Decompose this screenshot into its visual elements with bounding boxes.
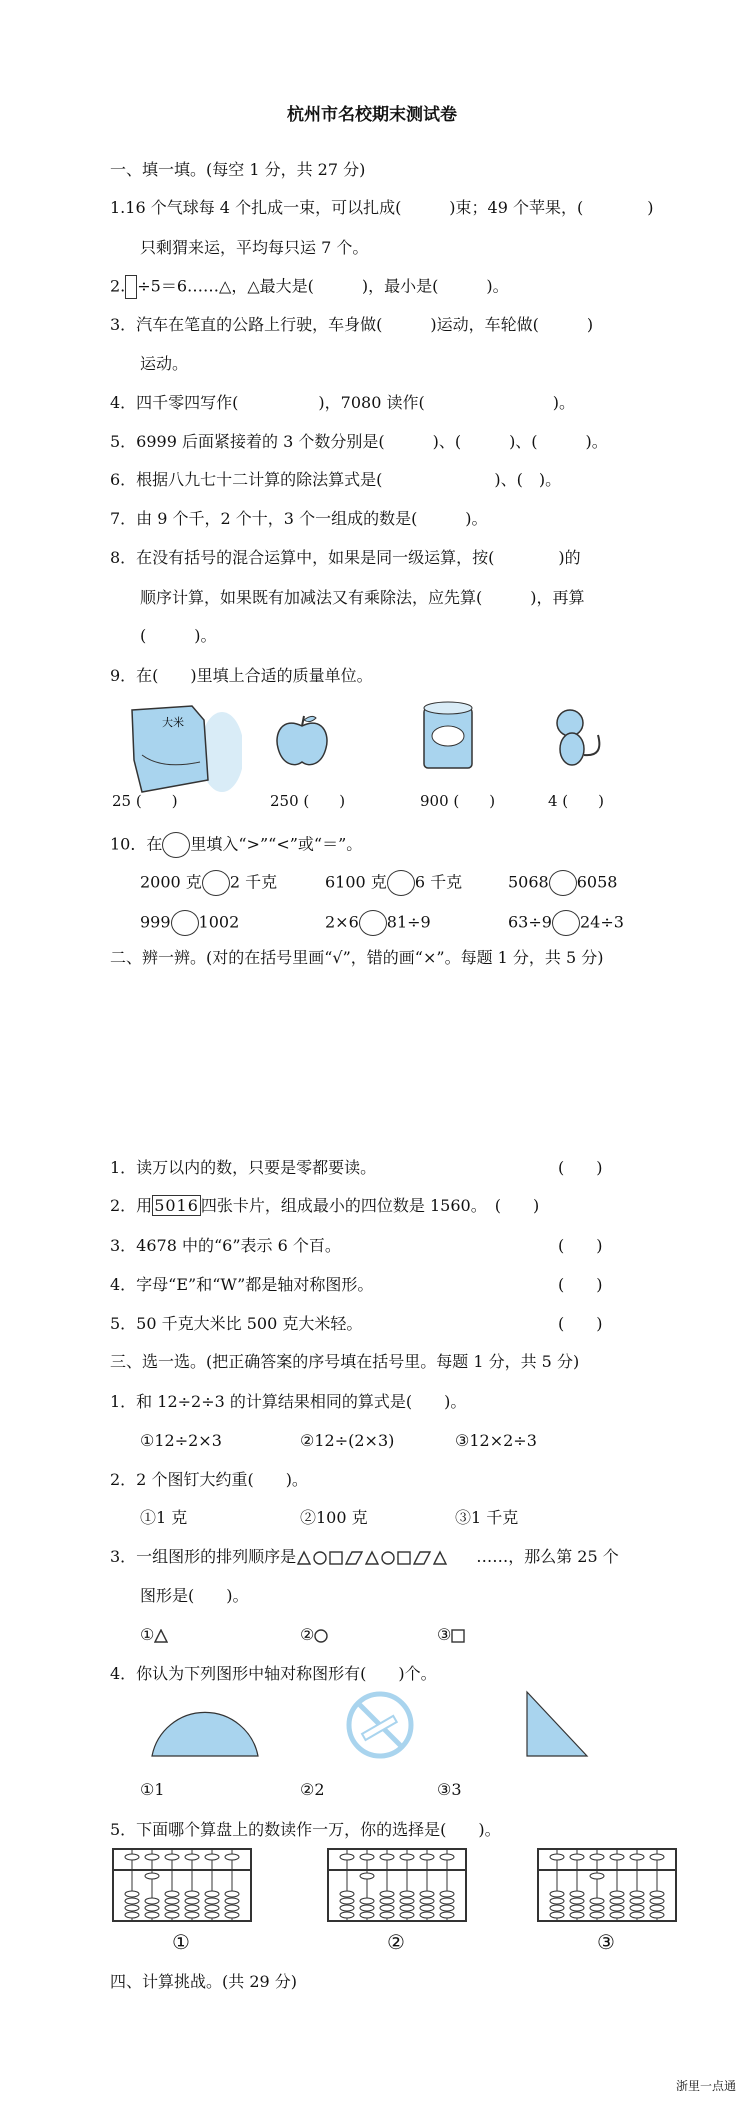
- s3-q1-opt2: ②12÷(2×3): [300, 1431, 395, 1450]
- s3-q3-line1: 3．一组图形的排列顺序是 ……，那么第 25 个: [110, 1547, 619, 1566]
- s3-q2: 2．2 个图钉大约重( )。: [110, 1470, 308, 1489]
- triangle-icon: [154, 1629, 168, 1643]
- no-smoking-icon: [345, 1690, 415, 1760]
- s3-q5: 5．下面哪个算盘上的数读作一万，你的选择是( )。: [110, 1820, 501, 1839]
- s3-q4-opt1: ①1: [140, 1780, 165, 1799]
- q9-label-monkey: 4 ( ): [548, 792, 605, 810]
- s2-paren1: ( ): [558, 1158, 603, 1177]
- q3-line1: 3．汽车在笔直的公路上行驶，车身做( )运动，车轮做( ): [110, 315, 594, 334]
- monkey-icon: [548, 705, 608, 773]
- milk-powder-can-icon: [420, 700, 476, 772]
- section3-heading: 三、选一选。(把正确答案的序号填在括号里。每题 1 分，共 5 分): [110, 1352, 580, 1371]
- q10-number: 10．在: [110, 834, 163, 854]
- s3-q4: 4．你认为下列图形中轴对称图形有( )个。: [110, 1664, 437, 1683]
- s2-paren4: ( ): [558, 1275, 603, 1294]
- section1-heading: 一、填一填。(每空 1 分，共 27 分): [110, 160, 366, 179]
- compare-oval: [162, 832, 190, 858]
- q1-line1: 1.16 个气球每 4 个扎成一束，可以扎成( )束；49 个苹果，( ): [110, 198, 654, 217]
- q7: 7．由 9 个千，2 个十，3 个一组成的数是( )。: [110, 509, 488, 528]
- abacus-1-icon: [112, 1848, 252, 1922]
- s3-q2-opt2: ②100 克: [300, 1508, 368, 1527]
- q10-text: 里填入“>”“<”或“＝”。: [190, 834, 363, 854]
- s2-item4: 4．字母“E”和“W”都是轴对称图形。: [110, 1275, 374, 1294]
- s3-q3-opt1: ①: [140, 1625, 168, 1645]
- s2-item2: 2．用 5016 四张卡片，组成最小的四位数是 1560。 ( ): [110, 1196, 540, 1215]
- q3-line2: 运动。: [140, 354, 189, 373]
- s2-paren5: ( ): [558, 1314, 603, 1333]
- apple-icon: [272, 712, 332, 772]
- s3-q5-opt3: ③: [597, 1930, 615, 1954]
- s2-item5: 5．50 千克大米比 500 克大米轻。: [110, 1314, 363, 1333]
- q2-line: [110, 275, 509, 299]
- page-title: 杭州市名校期末测试卷: [287, 105, 457, 125]
- q10-row2-a: 999 1002: [140, 910, 239, 936]
- square-icon: [451, 1629, 465, 1643]
- q10-row2-b: 2×6 81÷9: [325, 910, 431, 936]
- q2-text: ÷5＝6……△，△最大是( )，最小是( )。: [137, 276, 509, 296]
- q9-label-can: 900 ( ): [420, 792, 496, 810]
- rice-label: 大米: [162, 716, 184, 729]
- right-triangle-icon: [525, 1690, 595, 1760]
- q10-row2-c: 63÷9 24÷3: [508, 910, 624, 936]
- s3-q2-opt1: ①1 克: [140, 1508, 188, 1527]
- q10-row1-b: 6100 克 6 千克: [325, 870, 462, 896]
- abacus-2-icon: [327, 1848, 467, 1922]
- q9-label-rice: 25 ( ): [112, 792, 178, 810]
- s3-q2-opt3: ③1 千克: [455, 1508, 519, 1527]
- q5: 5．6999 后面紧接着的 3 个数分别是( )、( )、( )。: [110, 432, 608, 451]
- q8-line2: 顺序计算，如果既有加减法又有乘除法，应先算( )，再算: [140, 588, 585, 607]
- section4-heading: 四、计算挑战。(共 29 分): [110, 1972, 298, 1991]
- s3-q5-opt1: ①: [172, 1930, 190, 1954]
- s3-q4-opt3: ③3: [437, 1780, 462, 1799]
- section2-heading: 二、辨一辨。(对的在括号里画“√”，错的画“×”。每题 1 分，共 5 分): [110, 948, 604, 967]
- blank-box: [125, 275, 137, 299]
- s3-q3-line2: 图形是( )。: [140, 1586, 249, 1605]
- rice-bag-icon: [112, 700, 242, 796]
- q4: 4．四千零四写作( )，7080 读作( )。: [110, 393, 575, 412]
- q1-line2: 只剩猬来运，平均每只运 7 个。: [140, 238, 369, 257]
- footer-brand: 浙里一点通: [675, 2079, 736, 2093]
- q10-row1-a: 2000 克 2 千克: [140, 870, 277, 896]
- s3-q1-opt1: ①12÷2×3: [140, 1431, 222, 1450]
- abacus-3-icon: [537, 1848, 677, 1922]
- s3-q3-opt2: ②: [300, 1625, 328, 1645]
- q10: [110, 832, 362, 858]
- q8-line1: 8．在没有括号的混合运算中，如果是同一级运算，按( )的: [110, 548, 581, 567]
- q10-row1-c: 5068 6058: [508, 870, 617, 896]
- q9-label-apple: 250 ( ): [270, 792, 346, 810]
- s3-q1-opt3: ③12×2÷3: [455, 1431, 537, 1450]
- number-cards: 5016: [154, 1196, 199, 1215]
- s2-paren3: ( ): [558, 1236, 603, 1255]
- circle-icon: [314, 1629, 328, 1643]
- s3-q3-opt3: ③: [437, 1625, 465, 1645]
- semicircle-icon: [150, 1700, 260, 1758]
- q6: 6．根据八九七十二计算的除法算式是( )、( )。: [110, 470, 562, 489]
- s2-item1: 1．读万以内的数，只要是零都要读。: [110, 1158, 377, 1177]
- q8-line3: ( )。: [140, 626, 217, 645]
- s3-q4-opt2: ②2: [300, 1780, 325, 1799]
- shape-sequence-icon: [296, 1550, 476, 1566]
- s3-q5-opt2: ②: [387, 1930, 405, 1954]
- s2-item3: 3．4678 中的“6”表示 6 个百。: [110, 1236, 341, 1255]
- s3-q1: 1．和 12÷2÷3 的计算结果相同的算式是( )。: [110, 1392, 467, 1411]
- q9: 9．在( )里填上合适的质量单位。: [110, 666, 373, 685]
- q2-number: 2.: [110, 276, 126, 296]
